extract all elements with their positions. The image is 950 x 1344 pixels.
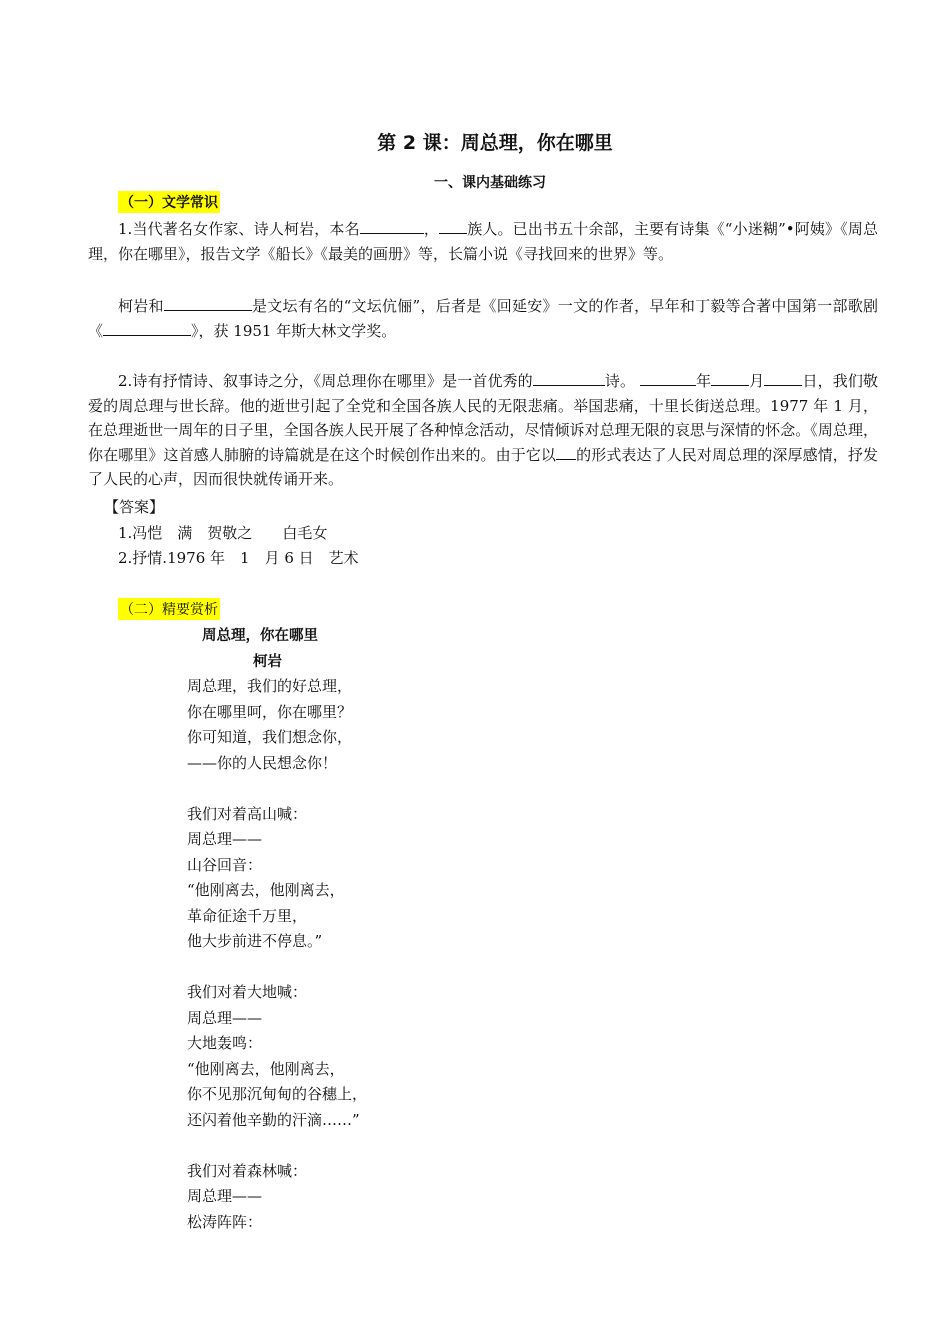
poem-line: 你可知道，我们想念你， (187, 728, 353, 746)
poem-line: 周总理—— (187, 1008, 263, 1027)
poem-line: 革命征途千万里， (187, 906, 308, 925)
blank (640, 370, 696, 386)
poem-line: 你在哪里呵，你在哪里？ (187, 702, 353, 721)
question-1-paragraph-2: 柯岩和 是文坛有名的“文坛伉俪”，后者是《回延安》一文的作者，早年和丁毅等合著中国第一部歌剧《 》，获 1951 年斯大林文学奖。 (88, 297, 878, 340)
poem-line: 我们对着森林喊： (187, 1161, 308, 1180)
poem-line: 我们对着大地喊： (187, 983, 308, 1001)
answer-1: 1.冯恺 满 贺敬之 白毛女 (118, 524, 328, 542)
question-2-paragraph: 2.诗有抒情诗、叙事诗之分，《周总理你在哪里》是一首优秀的 诗。 年 月 日，我们敬爱的周总理与世长辞。他的逝世引起了全党和全国各族人民的无限悲痛。举国悲痛，十里长街送总理。1977 年 1 月，在总理逝世一周年的日子里，全国各族人民开展了各种悼念活动，尽情倾诉对总理无限的哀思与深情的怀念。《周总理，你在哪里》这首感人肺腑的诗篇就是在这个时候创作出来的。由于它以 的形式表达了人民对周总理的深厚感情，抒发了人民的心声，因而很快就传诵开来。 (88, 372, 878, 488)
blank (439, 218, 467, 234)
poem-line: 他大步前进不停息。” (187, 932, 323, 950)
blank (164, 295, 252, 311)
poem-line: 你不见那沉甸甸的谷穗上， (187, 1085, 368, 1103)
blank (556, 444, 576, 460)
lesson-title: 第 2 课：周总理，你在哪里 (377, 132, 613, 154)
poem-line: 周总理—— (187, 830, 263, 848)
poem-line: 还闪着他辛勤的汗滴……” (187, 1110, 360, 1129)
blank (103, 320, 191, 336)
poem-line: 周总理，我们的好总理， (187, 677, 353, 695)
blank (360, 218, 424, 234)
poem-line: 松涛阵阵： (187, 1212, 263, 1231)
answer-2: 2.抒情.1976 年 1 月 6 日 艺术 (118, 549, 359, 567)
poem-line: 山谷回音： (187, 855, 263, 874)
poem-author: 柯岩 (253, 654, 282, 670)
poem-line: 大地轰鸣： (187, 1034, 263, 1052)
blank (711, 370, 749, 386)
poem-line: 我们对着高山喊： (187, 804, 308, 823)
section-heading-appreciation: （二）精要赏析 (118, 598, 220, 620)
blank (533, 370, 605, 386)
poem-line: “他刚离去，他刚离去， (187, 1059, 345, 1078)
question-1-paragraph: 1.当代著名女作家、诗人柯岩，本名 ， 族人。已出书五十余部，主要有诗集《“小迷糊”•阿姨》《周总理，你在哪里》，报告文学《船长》《最美的画册》等，长篇小说《寻找回来的世界》等。 (88, 220, 878, 263)
answer-label: 【答案】 (104, 498, 165, 516)
poem-title: 周总理，你在哪里 (202, 628, 318, 644)
poem-line: “他刚离去，他刚离去， (187, 881, 345, 899)
section-subtitle: 一、课内基础练习 (434, 175, 546, 191)
section-heading-literary-knowledge: （一）文学常识 (118, 191, 220, 213)
poem-line: ——你的人民想念你！ (187, 753, 338, 772)
blank (764, 370, 802, 386)
poem-line: 周总理—— (187, 1187, 263, 1205)
